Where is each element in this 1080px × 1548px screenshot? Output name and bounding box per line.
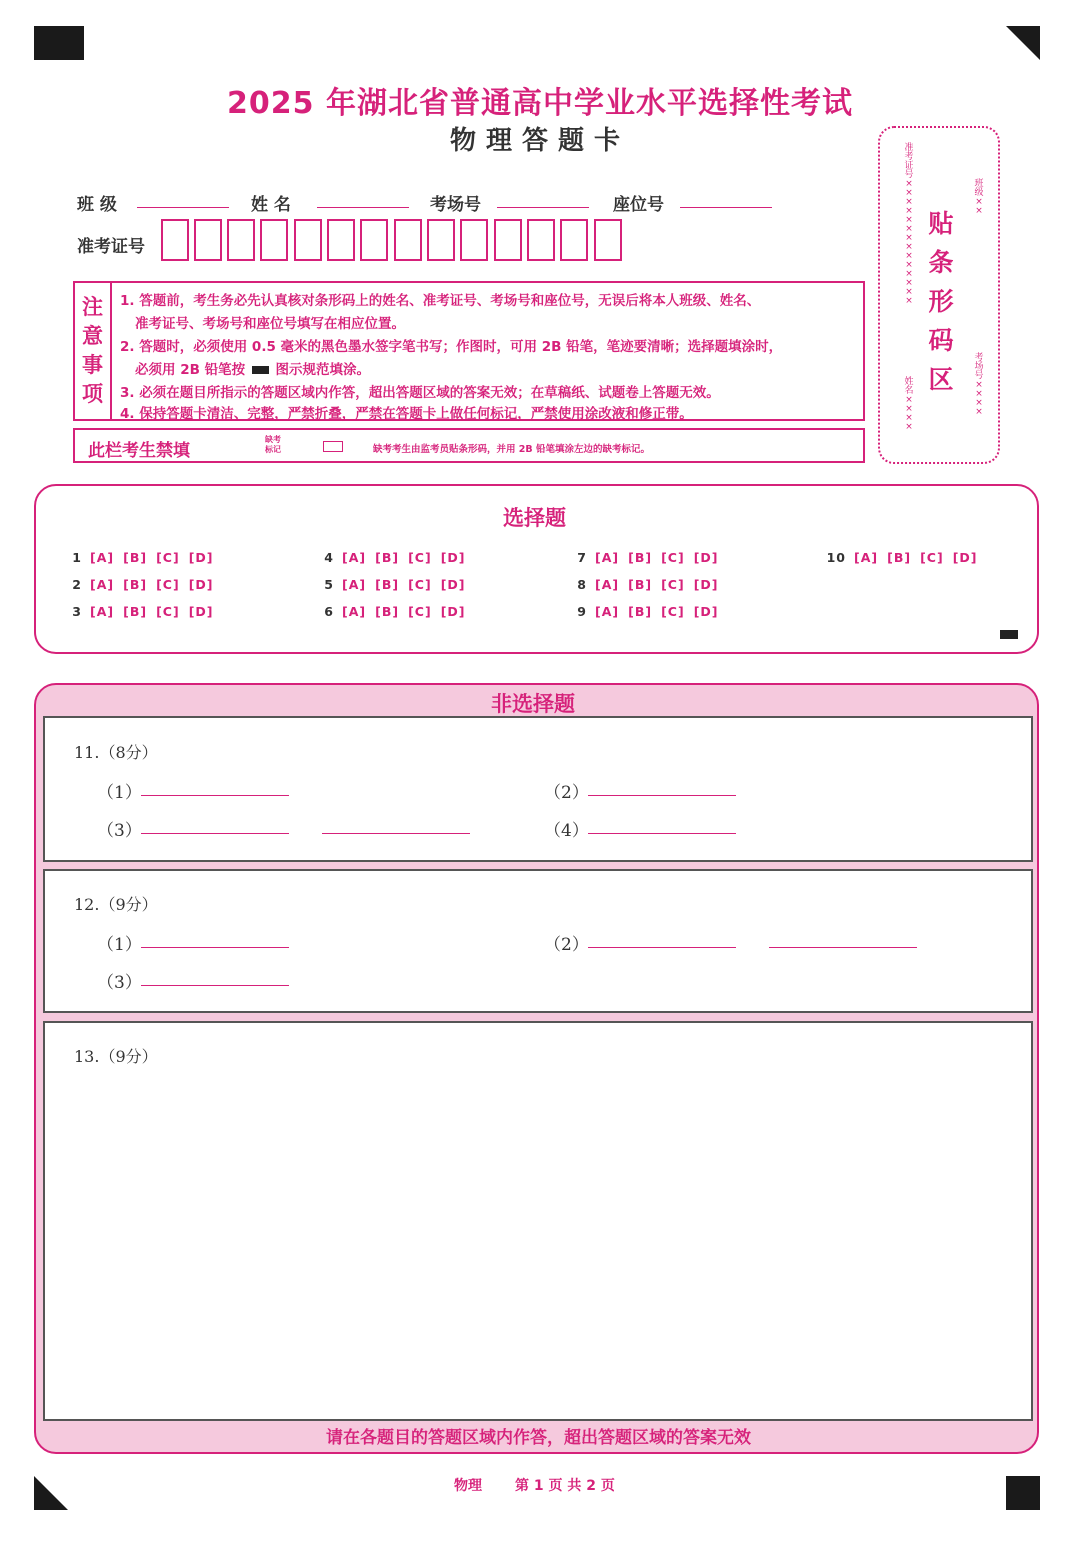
q12-answer-area[interactable]: [43, 869, 1033, 1013]
note-line-3: 3. 必须在题目所指示的答题区域内作答，超出答题区域的答案无效；在草稿纸、试题卷上答题无效。: [120, 385, 720, 401]
barcode-label-char: 区: [928, 365, 954, 394]
id-digit-box[interactable]: [327, 219, 355, 261]
barcode-area: [878, 126, 1000, 464]
option-a[interactable]: [A]: [854, 550, 879, 565]
option-d[interactable]: [D]: [952, 550, 978, 565]
option-b[interactable]: [B]: [628, 550, 653, 565]
q11-answer-1[interactable]: [141, 795, 289, 796]
footer-subject: 物理: [454, 1478, 482, 1494]
option-b[interactable]: [B]: [375, 577, 400, 592]
q11-label: 11.（8分）: [74, 743, 158, 762]
option-c[interactable]: [C]: [661, 550, 685, 565]
q11-answer-4[interactable]: [588, 833, 736, 834]
barcode-left-caption: 准考证号××××××××××××××: [904, 143, 914, 306]
absent-instruction: 缺考考生由监考员贴条形码，并用 2B 铅笔填涂左边的缺考标记。: [373, 444, 650, 455]
id-digit-box[interactable]: [294, 219, 322, 261]
choice-question: [318, 577, 475, 592]
notes-heading-char: 项: [82, 382, 103, 406]
option-a[interactable]: [A]: [90, 604, 115, 619]
option-b[interactable]: [B]: [123, 550, 148, 565]
registration-mark-bottom-right: [1006, 1476, 1040, 1510]
notes-heading: [75, 283, 112, 419]
choice-question: [571, 577, 728, 592]
note-line-1: 1. 答题前，考生务必先认真核对条形码上的姓名、准考证号、考场号和座位号，无误后将本人班级、姓名、: [120, 293, 761, 309]
q11-answer-2[interactable]: [588, 795, 736, 796]
question-number: 5: [324, 577, 334, 592]
q11-answer-3b[interactable]: [322, 833, 470, 834]
option-c[interactable]: [C]: [920, 550, 944, 565]
note-line-2b-text: 必须用 2B 铅笔按: [135, 362, 246, 378]
note-line-1b: 准考证号、考场号和座位号填写在相应位置。: [135, 316, 405, 332]
q12-sub-1: （1）: [97, 935, 142, 955]
id-digit-box[interactable]: [460, 219, 488, 261]
registration-mark-top-right: [1006, 26, 1040, 60]
choice-question: [318, 550, 475, 565]
option-d[interactable]: [D]: [440, 604, 466, 619]
notes-box: [73, 281, 865, 421]
q12-sub-2: （2）: [544, 935, 589, 955]
question-number: 4: [324, 550, 334, 565]
nonchoice-title: 非选择题: [491, 692, 575, 716]
note-line-2b: [135, 358, 370, 378]
choice-question: [571, 604, 728, 619]
question-number: 8: [577, 577, 587, 592]
option-a[interactable]: [A]: [342, 550, 367, 565]
q11-sub-1: （1）: [97, 783, 142, 803]
choice-section: [34, 484, 1039, 654]
id-digit-box[interactable]: [360, 219, 388, 261]
name-field[interactable]: [317, 207, 409, 208]
room-label: 考场号: [430, 195, 481, 215]
option-c[interactable]: [C]: [156, 577, 180, 592]
q11-sub-2: （2）: [544, 783, 589, 803]
note-line-4: 4. 保持答题卡清洁、完整，严禁折叠，严禁在答题卡上做任何标记，严禁使用涂改液和修正带。: [120, 406, 693, 422]
question-number: 6: [324, 604, 334, 619]
registration-mark-bottom-left: [34, 1476, 68, 1510]
option-c[interactable]: [C]: [661, 577, 685, 592]
absent-row: [73, 428, 865, 463]
id-digit-box[interactable]: [394, 219, 422, 261]
question-number: 9: [577, 604, 587, 619]
choice-question: [824, 550, 987, 565]
id-digit-box[interactable]: [227, 219, 255, 261]
notes-heading-char: 注: [82, 295, 103, 319]
barcode-label-char: 形: [928, 287, 954, 316]
q12-answer-3[interactable]: [141, 985, 289, 986]
notes-heading-char: 意: [82, 324, 103, 348]
choice-question: [66, 550, 223, 565]
option-c[interactable]: [C]: [661, 604, 685, 619]
id-digit-box[interactable]: [594, 219, 622, 261]
option-b[interactable]: [B]: [375, 604, 400, 619]
option-a[interactable]: [A]: [595, 577, 620, 592]
q11-answer-area[interactable]: [43, 716, 1033, 862]
option-d[interactable]: [D]: [440, 550, 466, 565]
option-d[interactable]: [D]: [693, 577, 719, 592]
option-b[interactable]: [B]: [628, 604, 653, 619]
id-digit-box[interactable]: [194, 219, 222, 261]
option-b[interactable]: [B]: [887, 550, 912, 565]
id-digit-box[interactable]: [161, 219, 189, 261]
choice-question: [66, 577, 223, 592]
room-field[interactable]: [497, 207, 589, 208]
choice-question: [66, 604, 223, 619]
q11-answer-3a[interactable]: [141, 833, 289, 834]
id-digit-box[interactable]: [494, 219, 522, 261]
barcode-right-caption-2: 考场号××××: [974, 353, 984, 417]
id-digit-box[interactable]: [260, 219, 288, 261]
timing-mark: [1000, 630, 1018, 639]
barcode-label-char: 贴: [928, 209, 954, 238]
question-number: 1: [72, 550, 82, 565]
absent-mark-box[interactable]: [323, 441, 343, 452]
option-b[interactable]: [B]: [628, 577, 653, 592]
choice-title: 选择题: [503, 506, 566, 530]
option-a[interactable]: [A]: [342, 604, 367, 619]
barcode-label: [928, 204, 954, 399]
option-d[interactable]: [D]: [188, 604, 214, 619]
class-label: 班 级: [77, 195, 117, 215]
exam-title: 2025 年湖北省普通高中学业水平选择性考试: [227, 86, 853, 121]
option-a[interactable]: [A]: [90, 577, 115, 592]
q13-answer-area[interactable]: [43, 1021, 1033, 1421]
q11-sub-4: （4）: [544, 821, 589, 841]
question-number: 10: [826, 550, 846, 565]
seat-field[interactable]: [680, 207, 772, 208]
nonchoice-section: [34, 683, 1039, 1454]
absent-mark-label: 缺考标记: [265, 435, 281, 454]
option-d[interactable]: [D]: [693, 550, 719, 565]
id-label: 准考证号: [77, 237, 145, 257]
option-d[interactable]: [D]: [693, 604, 719, 619]
option-b[interactable]: [B]: [123, 604, 148, 619]
id-digit-box[interactable]: [560, 219, 588, 261]
registration-mark-top-left: [34, 26, 84, 60]
choice-question: [318, 604, 475, 619]
question-number: 2: [72, 577, 82, 592]
name-label: 姓 名: [251, 195, 291, 215]
q13-label: 13.（9分）: [74, 1047, 158, 1066]
q12-sub-3: （3）: [97, 973, 142, 993]
q12-answer-2b[interactable]: [769, 947, 917, 948]
q12-answer-1[interactable]: [141, 947, 289, 948]
q12-label: 12.（9分）: [74, 895, 158, 914]
option-c[interactable]: [C]: [156, 604, 180, 619]
option-a[interactable]: [A]: [90, 550, 115, 565]
fill-example-icon: [252, 366, 269, 374]
notes-heading-char: 事: [82, 353, 103, 377]
barcode-label-char: 条: [928, 248, 954, 277]
q11-sub-3: （3）: [97, 821, 142, 841]
option-c[interactable]: [C]: [408, 550, 432, 565]
option-a[interactable]: [A]: [595, 604, 620, 619]
barcode-right-caption: 班级××: [974, 179, 984, 216]
card-subtitle: 物理答题卡: [449, 126, 630, 156]
barcode-label-char: 码: [928, 326, 954, 355]
choice-question: [571, 550, 728, 565]
note-line-2: 2. 答题时，必须使用 0.5 毫米的黑色墨水签字笔书写；作图时，可用 2B 铅笔，笔迹要清晰；选择题填涂时，: [120, 339, 783, 355]
answer-area-warning: 请在各题目的答题区域内作答，超出答题区域的答案无效: [326, 1428, 751, 1448]
seat-label: 座位号: [613, 195, 664, 215]
barcode-left-caption-2: 姓名××××: [904, 377, 914, 432]
id-digit-box[interactable]: [427, 219, 455, 261]
question-number: 3: [72, 604, 82, 619]
note-line-2b-tail: 图示规范填涂。: [275, 362, 370, 378]
option-d[interactable]: [D]: [188, 577, 214, 592]
q12-answer-2a[interactable]: [588, 947, 736, 948]
option-d[interactable]: [D]: [440, 577, 466, 592]
option-a[interactable]: [A]: [342, 577, 367, 592]
option-b[interactable]: [B]: [123, 577, 148, 592]
absent-label: 此栏考生禁填: [88, 441, 190, 461]
option-a[interactable]: [A]: [595, 550, 620, 565]
footer-page: 第 1 页 共 2 页: [515, 1478, 615, 1494]
option-c[interactable]: [C]: [408, 577, 432, 592]
option-c[interactable]: [C]: [156, 550, 180, 565]
option-c[interactable]: [C]: [408, 604, 432, 619]
class-field[interactable]: [137, 207, 229, 208]
option-b[interactable]: [B]: [375, 550, 400, 565]
option-d[interactable]: [D]: [188, 550, 214, 565]
question-number: 7: [577, 550, 587, 565]
id-digit-box[interactable]: [527, 219, 555, 261]
